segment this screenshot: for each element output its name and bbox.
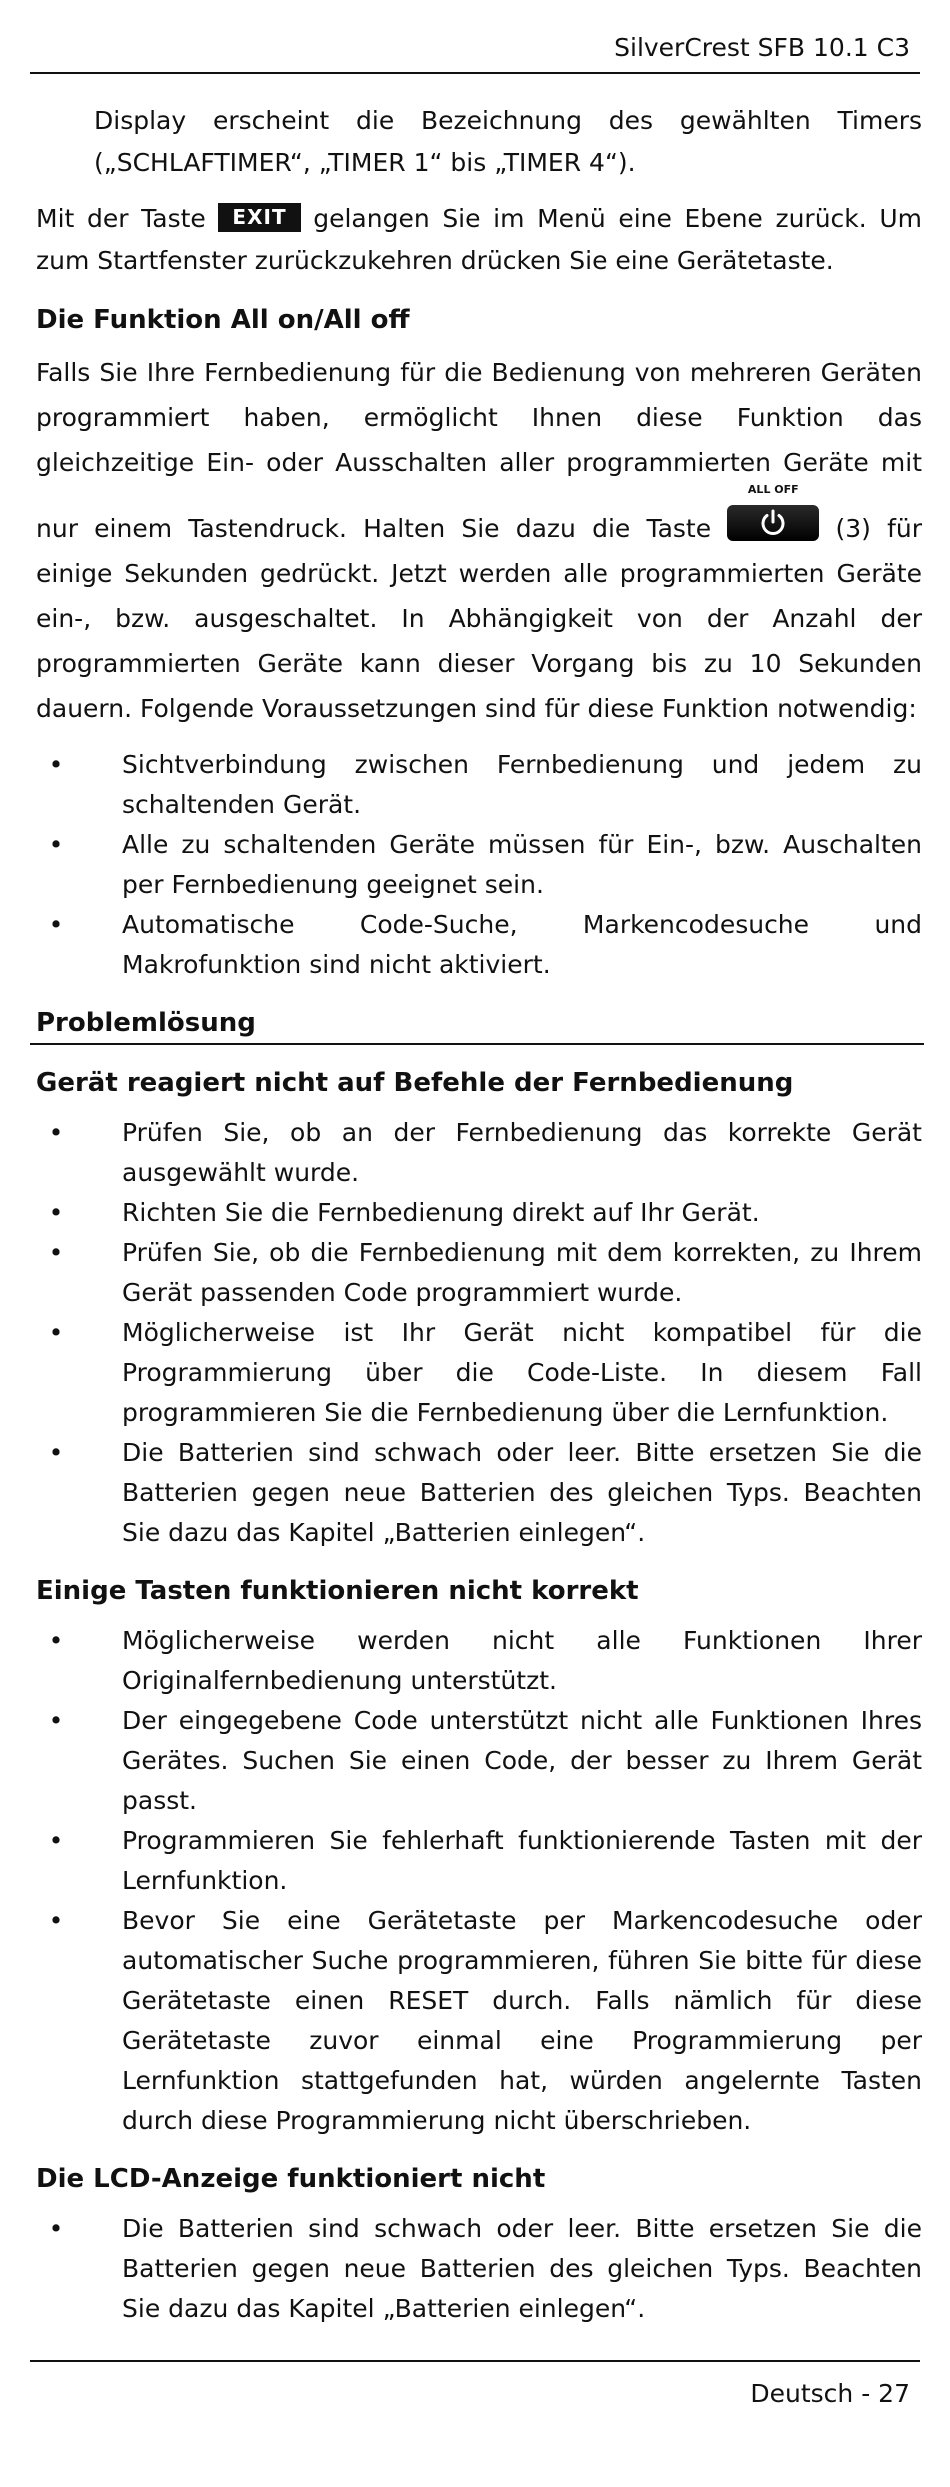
bullet-icon: •: [48, 1438, 64, 1467]
header-title: SilverCrest SFB 10.1 C3: [614, 33, 910, 62]
timer-display-text: Display erscheint die Bezeichnung des gewählten Timers („SCHLAFTIMER“, „TIMER 1“ bis „TIMER 4“).: [94, 106, 922, 177]
exit-text-before: Mit der Taste: [36, 204, 219, 233]
exit-key-image: EXIT: [218, 203, 300, 232]
list-item: • Die Batterien sind schwach oder leer. Bitte ersetzen Sie die Batterien gegen neue Batterien des gleichen Typs. Beachten Sie dazu das Kapitel „Batterien einlegen“.: [36, 1433, 922, 1553]
list-item: • Sichtverbindung zwischen Fernbedienung und jedem zu schaltenden Gerät.: [36, 745, 922, 825]
exit-text-after: gelangen Sie im Menü eine Ebene zurück. Um zum Startfenster zurückzukehren drücken Sie eine Gerätetaste.: [36, 204, 922, 275]
bullet-icon: •: [48, 910, 64, 939]
page-header: [30, 30, 920, 74]
page-number: Deutsch - 27: [750, 2379, 910, 2408]
lcd-heading: Die LCD-Anzeige funktioniert nicht: [36, 2164, 546, 2194]
power-icon: [758, 508, 788, 538]
bullet-icon: •: [48, 1626, 64, 1655]
lcd-list: [36, 2209, 922, 2329]
keys-heading: Einige Tasten funktionieren nicht korrekt: [36, 1576, 639, 1606]
bullet-icon: •: [48, 1906, 64, 1935]
no-reaction-heading: Gerät reagiert nicht auf Befehle der Fernbedienung: [36, 1068, 794, 1098]
problem-heading: Problemlösung: [36, 1008, 256, 1038]
allonoff-text-after: (3) für einige Sekunden gedrückt. Jetzt werden alle programmierten Geräte ein-, bzw. ausgeschaltet. In Abhängigkeit von der Anzahl der programmierten Geräte kann dieser Vorgang bis zu 10 Sekunden dauern. Folgende Voraussetzungen sind für diese Funktion notwendig:: [36, 514, 922, 723]
bullet-icon: •: [48, 830, 64, 859]
list-item: • Alle zu schaltenden Geräte müssen für Ein-, bzw. Auschalten per Fernbedienung geeignet sein.: [36, 825, 922, 905]
bullet-icon: •: [48, 1826, 64, 1855]
bullet-icon: •: [48, 1238, 64, 1267]
list-item: • Bevor Sie eine Gerätetaste per Markencodesuche oder automatischer Suche programmieren, führen Sie bitte für diese Gerätetaste einen RESET durch. Falls nämlich für diese Gerätetaste zuvor einmal eine Programmierung per Lernfunktion stattgefunden hat, würden angelernte Tasten durch diese Programmierung nicht überschrieben.: [36, 1901, 922, 2141]
no-reaction-list: [36, 1113, 922, 1553]
bullet-icon: •: [48, 1706, 64, 1735]
list-item: • Der eingegebene Code unterstützt nicht alle Funktionen Ihres Gerätes. Suchen Sie einen Code, der besser zu Ihrem Gerät passt.: [36, 1701, 922, 1821]
bullet-icon: •: [48, 1318, 64, 1347]
list-item: • Prüfen Sie, ob die Fernbedienung mit dem korrekten, zu Ihrem Gerät passenden Code programmiert wurde.: [36, 1233, 922, 1313]
all-off-key-image: [727, 483, 819, 541]
bullet-icon: •: [48, 750, 64, 779]
allonoff-heading: Die Funktion All on/All off: [36, 305, 410, 335]
allonoff-text-before: Falls Sie Ihre Fernbedienung für die Bedienung von mehreren Geräten programmiert haben, ermöglicht Ihnen diese Funktion das gleichzeitige Ein- oder Ausschalten aller programmierten Geräte mit nur einem Tastendruck. Halten Sie dazu die Taste: [36, 358, 922, 543]
exit-paragraph: [36, 198, 922, 282]
allonoff-paragraph: [36, 350, 922, 731]
list-item: • Automatische Code-Suche, Markencodesuche und Makrofunktion sind nicht aktiviert.: [36, 905, 922, 985]
list-item: • Möglicherweise ist Ihr Gerät nicht kompatibel für die Programmierung über die Code-Liste. In diesem Fall programmieren Sie die Fernbedienung über die Lernfunktion.: [36, 1313, 922, 1433]
list-item: • Prüfen Sie, ob an der Fernbedienung das korrekte Gerät ausgewählt wurde.: [36, 1113, 922, 1193]
list-item: • Möglicherweise werden nicht alle Funktionen Ihrer Originalfernbedienung unterstützt.: [36, 1621, 922, 1701]
keys-list: [36, 1621, 922, 2141]
allonoff-requirements-list: [36, 745, 922, 985]
bullet-icon: •: [48, 1198, 64, 1227]
bullet-icon: •: [48, 1118, 64, 1147]
problem-section-heading: [30, 1003, 924, 1045]
bullet-icon: •: [48, 2214, 64, 2243]
page-footer: [30, 2360, 920, 2408]
page-content: [36, 100, 922, 2329]
list-item: • Programmieren Sie fehlerhaft funktionierende Tasten mit der Lernfunktion.: [36, 1821, 922, 1901]
list-item: • Die Batterien sind schwach oder leer. Bitte ersetzen Sie die Batterien gegen neue Batterien des gleichen Typs. Beachten Sie dazu das Kapitel „Batterien einlegen“.: [36, 2209, 922, 2329]
all-off-caption: ALL OFF: [747, 483, 799, 496]
list-item: • Richten Sie die Fernbedienung direkt auf Ihr Gerät.: [36, 1193, 922, 1233]
